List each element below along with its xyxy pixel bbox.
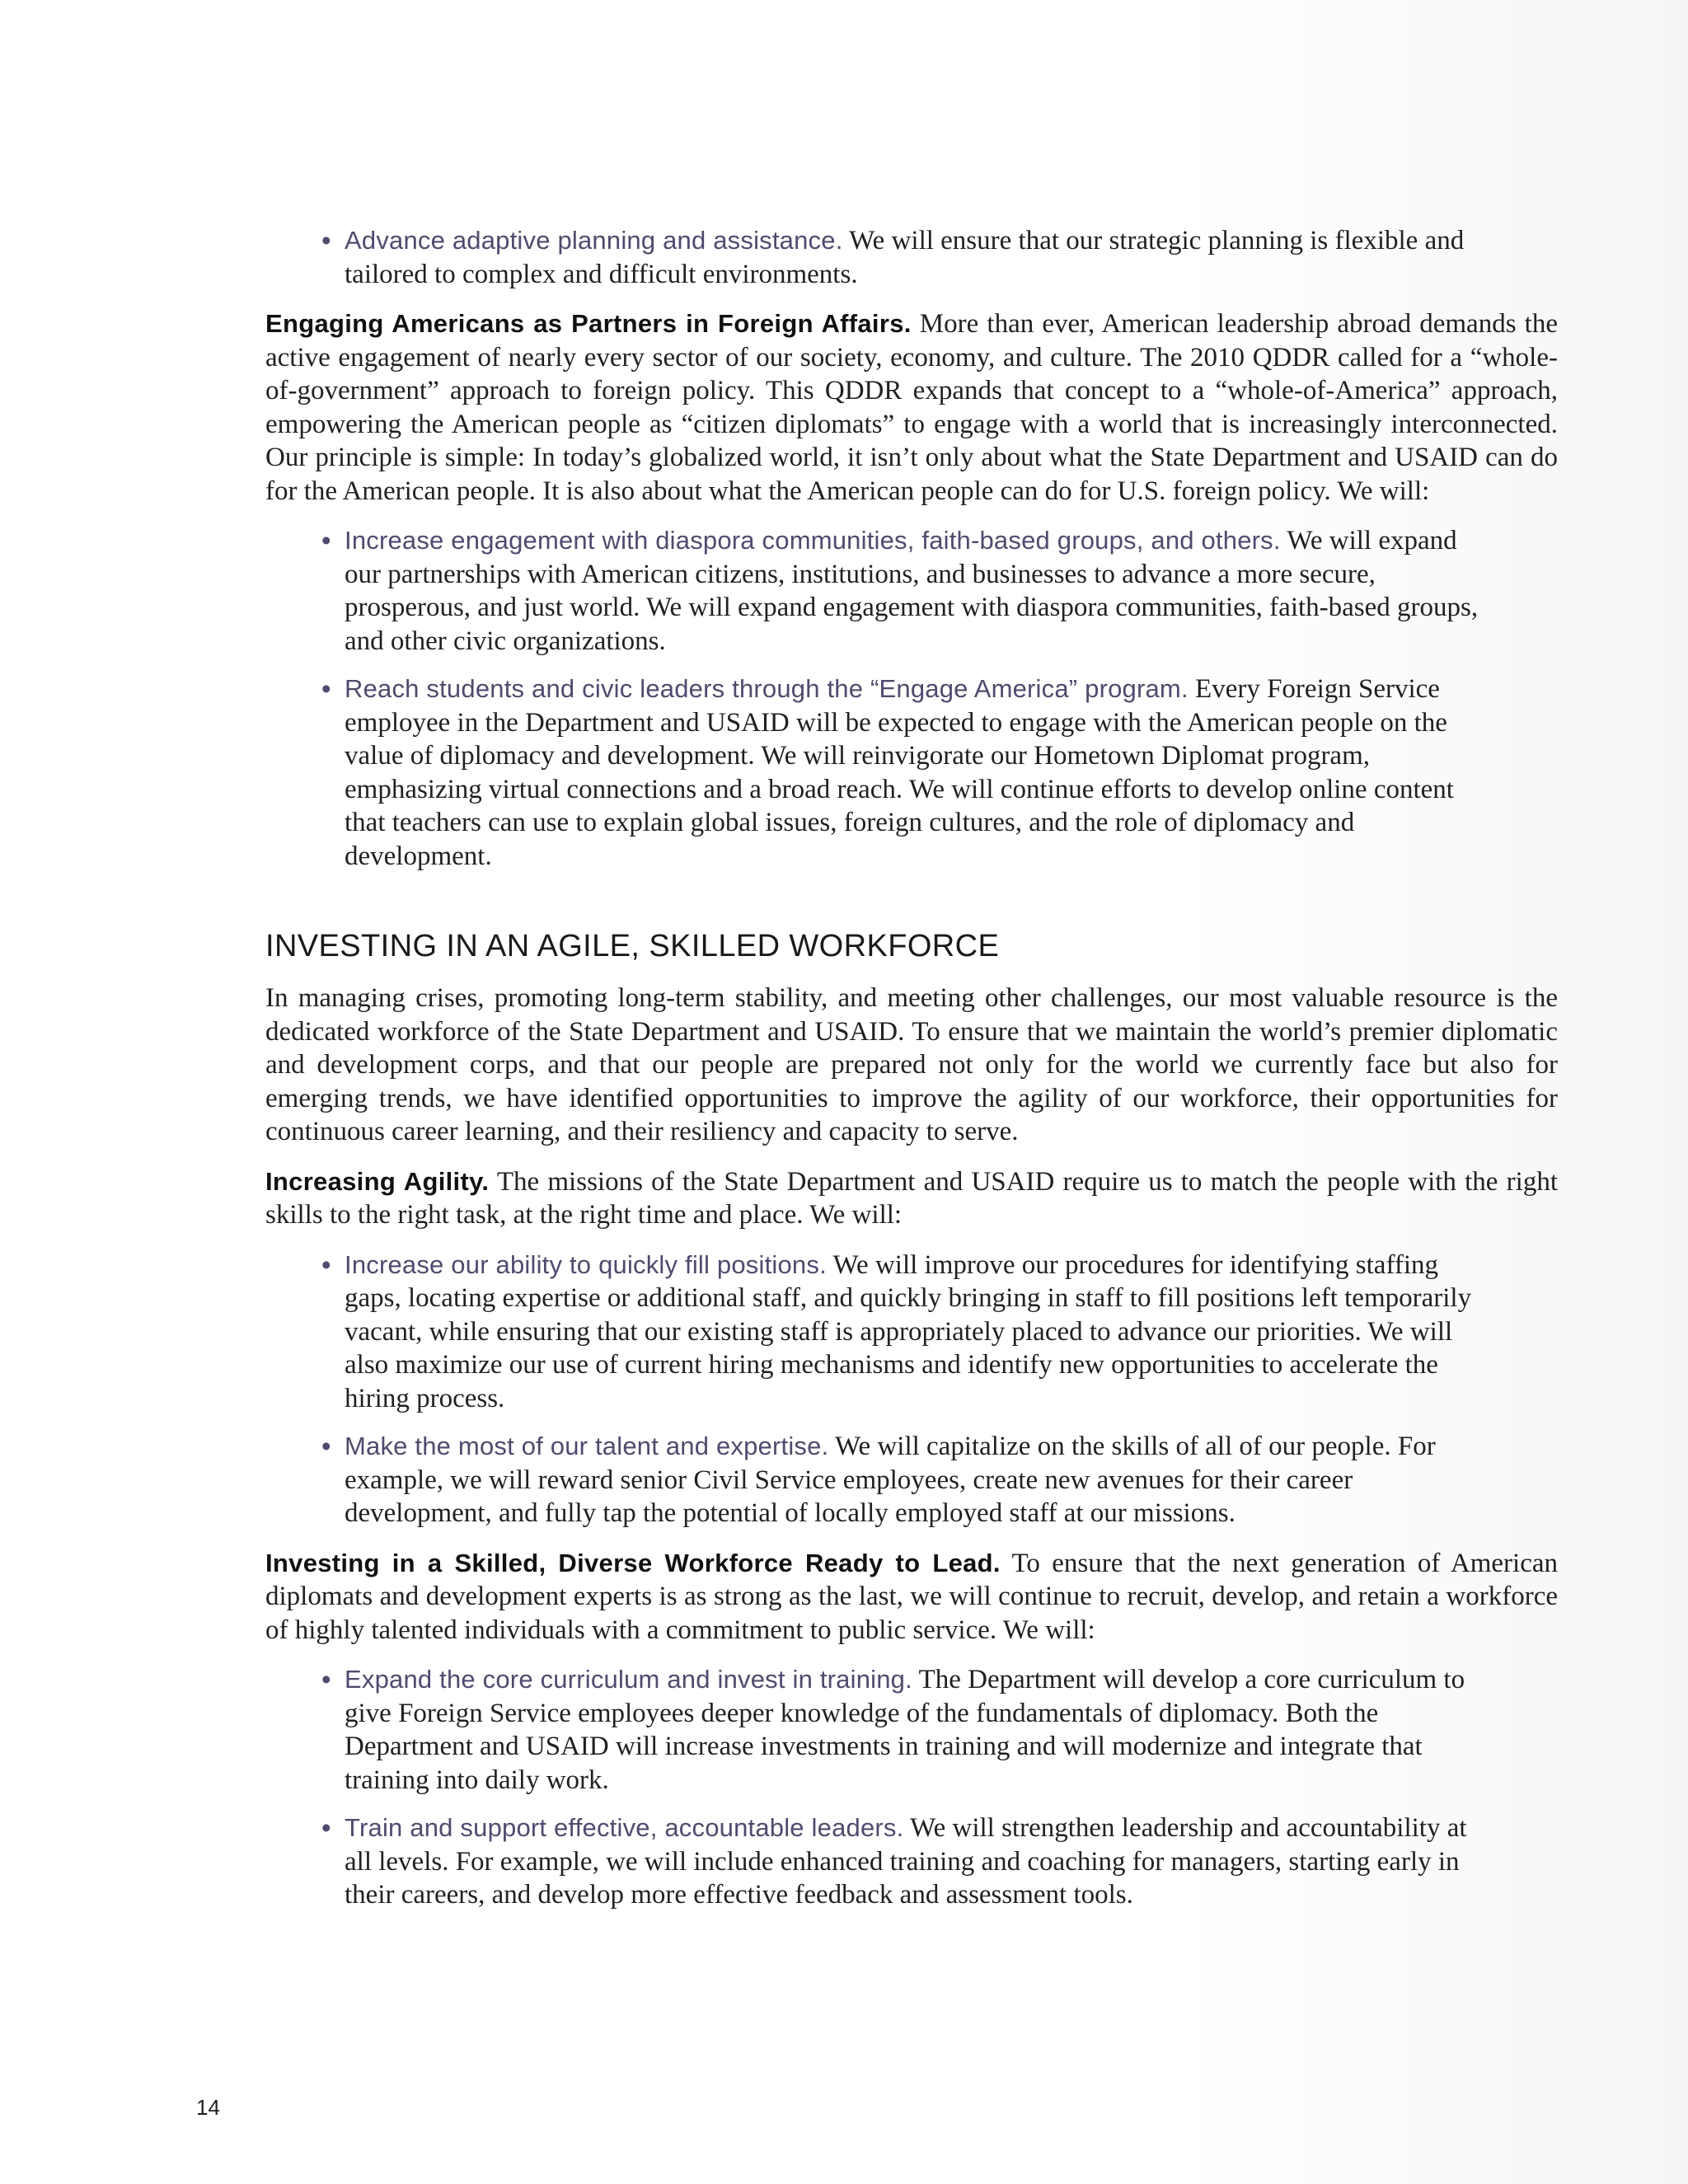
paragraph-lead: Investing in a Skilled, Diverse Workforce Ready to Lead. bbox=[265, 1548, 1001, 1577]
page-number: 14 bbox=[196, 2095, 220, 2120]
bullet-lead: Train and support effective, accountable leaders. bbox=[345, 1813, 904, 1842]
bullet-text: We will capitalize on the skills of all of our people. For example, we will reward senior Civil Service employees, create new avenues for their career development, and fully tap the potential of locally employed staff at our missions. bbox=[345, 1432, 1436, 1528]
agility-bullet-list bbox=[265, 1249, 1490, 1530]
bullet-text: The Department will develop a core curriculum to give Foreign Service employees deeper knowledge of the fundamentals of diplomacy. Both the Department and USAID will increase investments in training and will modernize and integrate that training into daily work. bbox=[345, 1665, 1465, 1795]
list-item bbox=[345, 1249, 1490, 1416]
bullet-lead: Expand the core curriculum and invest in training. bbox=[345, 1665, 912, 1694]
section-intro-paragraph: In managing crises, promoting long-term stability, and meeting other challenges, our most valuable resource is the dedicated workforce of the State Department and USAID. To ensure that we maintain the world’s premier diplomatic and development corps, and that our people are prepared not only for the world we currently face but also for emerging trends, we have identified opportunities to improve the agility of our workforce, their opportunities for continuous career learning, and their resiliency and capacity to serve. bbox=[265, 983, 1558, 1146]
section-heading: INVESTING IN AN AGILE, SKILLED WORKFORCE bbox=[265, 929, 1000, 963]
agility-paragraph bbox=[265, 1165, 1558, 1232]
bullet-lead: Advance adaptive planning and assistance. bbox=[345, 226, 843, 255]
top-bullet-list bbox=[265, 224, 1490, 291]
paragraph-text: More than ever, American leadership abroad demands the active engagement of nearly every sector of our society, economy, and culture. The 2010 QDDR called for a “whole-of-government” approach to foreign policy. This QDDR expands that concept to a “whole-of-America” approach, empowering the American people as “citizen diplomats” to engage with a world that is increasingly interconnected. Our principle is simple: In today’s globalized world, it isn’t only about what the State Department and USAID can do for the American people. It is also about what the American people can do for U.S. foreign policy. We will: bbox=[265, 309, 1558, 506]
list-item bbox=[345, 1663, 1490, 1797]
list-item bbox=[345, 1430, 1490, 1530]
workforce-bullet-list bbox=[265, 1663, 1490, 1912]
workforce-paragraph bbox=[265, 1547, 1558, 1647]
bullet-lead: Make the most of our talent and expertise. bbox=[345, 1432, 829, 1460]
list-item bbox=[345, 673, 1490, 873]
bullet-text: We will expand our partnerships with American citizens, institutions, and businesses to advance a more secure, prosperous, and just world. We will expand engagement with diaspora communities, faith-based groups, and other civic organizations. bbox=[345, 526, 1479, 656]
list-item bbox=[345, 524, 1490, 658]
bullet-lead: Increase our ability to quickly fill positions. bbox=[345, 1249, 827, 1279]
bullet-text: We will ensure that our strategic planning is flexible and tailored to complex and difficult environments. bbox=[345, 226, 1465, 289]
bullet-lead: Reach students and civic leaders through the “Engage America” program. bbox=[345, 674, 1189, 703]
bullet-lead: Increase engagement with diaspora communities, faith-based groups, and others. bbox=[345, 526, 1281, 555]
paragraph-lead: Engaging Americans as Partners in Foreign Affairs. bbox=[265, 309, 912, 338]
document-body bbox=[265, 224, 1558, 1929]
bullet-text: We will strengthen leadership and accountability at all levels. For example, we will include enhanced training and coaching for managers, starting early in their careers, and develop more effective feedback and assessment tools. bbox=[345, 1813, 1467, 1910]
paragraph-text: To ensure that the next generation of American diplomats and development experts is as strong as the last, we will continue to recruit, develop, and retain a workforce of highly talented individuals with a commitment to public service. We will: bbox=[265, 1548, 1558, 1645]
bullet-text: Every Foreign Service employee in the Department and USAID will be expected to engage with the American people on the value of diplomacy and development. We will reinvigorate our Hometown Diplomat program, emphasizing virtual connections and a broad reach. We will continue efforts to develop online content that teachers can use to explain global issues, foreign cultures, and the role of diplomacy and development. bbox=[345, 674, 1454, 871]
paragraph-lead: Increasing Agility. bbox=[265, 1166, 490, 1196]
engaging-paragraph bbox=[265, 307, 1558, 508]
list-item bbox=[345, 224, 1490, 291]
list-item bbox=[345, 1811, 1490, 1912]
paragraph-text: The missions of the State Department and USAID require us to match the people with the right skills to the right task, at the right time and place. We will: bbox=[265, 1166, 1558, 1230]
engaging-bullet-list bbox=[265, 524, 1490, 873]
bullet-text: We will improve our procedures for identifying staffing gaps, locating expertise or additional staff, and quickly bringing in staff to fill positions left temporarily vacant, while ensuring that our existing staff is appropriately placed to advance our priorities. We will also maximize our use of current hiring mechanisms and identify new opportunities to accelerate the hiring process. bbox=[345, 1249, 1472, 1413]
